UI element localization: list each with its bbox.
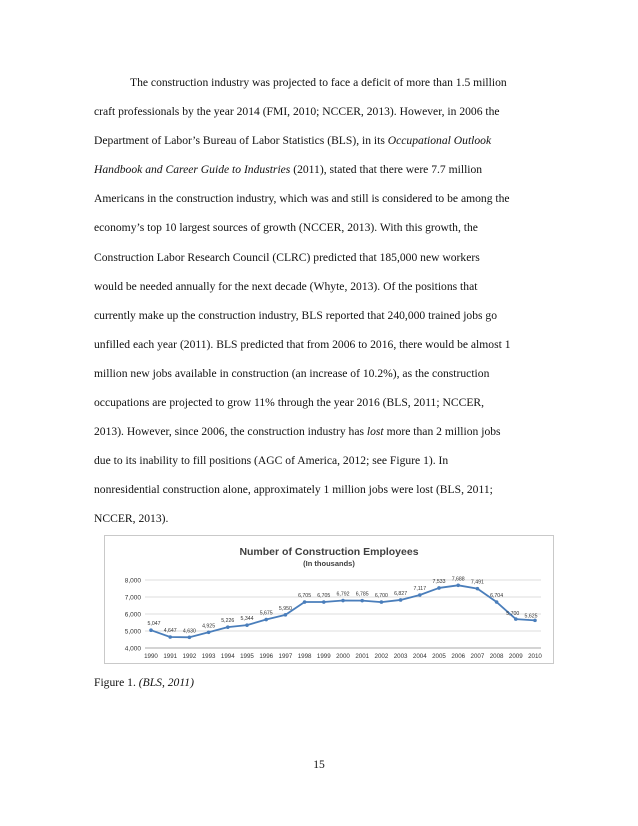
x-tick-label: 2010 <box>528 653 542 660</box>
x-tick-label: 1996 <box>259 653 274 660</box>
text-line: craft professionals by the year 2014 (FMI, 2010; NCCER, 2013). However, in 2006 the <box>94 105 500 119</box>
data-label: 5,675 <box>259 610 273 617</box>
data-label: 6,792 <box>336 591 350 598</box>
figure-caption <box>94 676 194 689</box>
data-point <box>226 625 230 629</box>
data-label: 5,950 <box>278 605 292 612</box>
x-tick-label: 1998 <box>297 653 312 660</box>
text-line: unfilled each year (2011). BLS predicted that from 2006 to 2016, there would be almost 1 <box>94 337 511 351</box>
text-line <box>94 126 554 155</box>
data-label: 6,827 <box>394 590 408 597</box>
x-tick-label: 1999 <box>316 653 331 660</box>
emphasis-lost: lost <box>366 425 384 439</box>
text-run: 2013). However, since 2006, the construction industry has <box>94 425 367 439</box>
y-tick-label: 5,000 <box>124 628 141 636</box>
text-line: occupations are projected to grow 11% through the year 2016 (BLS, 2011; NCCER, <box>94 396 485 410</box>
text-line: nonresidential construction alone, approximately 1 million jobs were lost (BLS, 2011; <box>94 483 493 497</box>
text-run: Department of Labor’s Bureau of Labor Statistics (BLS), in its <box>94 134 388 148</box>
data-point <box>437 586 441 590</box>
data-point <box>264 618 268 622</box>
body-paragraph <box>94 68 554 534</box>
text-line: due to its inability to fill positions (AGC of America, 2012; see Figure 1). In <box>94 454 449 468</box>
data-label: 7,491 <box>470 579 484 586</box>
text-line: Construction Labor Research Council (CLRC) predicted that 185,000 new workers <box>94 250 480 264</box>
data-point <box>207 630 211 634</box>
chart-title: Number of Construction Employees <box>239 546 419 558</box>
data-label: 7,533 <box>432 578 446 585</box>
x-tick-label: 1994 <box>220 653 235 660</box>
text-run: more than 2 million jobs <box>383 425 501 439</box>
text-line: would be needed annually for the next decade (Whyte, 2013). Of the positions that <box>94 279 478 293</box>
data-label: 4,630 <box>182 628 196 635</box>
x-tick-label: 2008 <box>489 653 504 660</box>
data-point <box>149 628 153 632</box>
x-tick-label: 2001 <box>355 653 370 660</box>
text-line: economy’s top 10 largest sources of growth (NCCER, 2013). With this growth, the <box>94 221 478 235</box>
data-label: 6,700 <box>374 593 388 600</box>
data-label: 4,647 <box>163 628 177 635</box>
x-tick-label: 2007 <box>470 653 485 660</box>
data-label: 5,344 <box>240 616 254 623</box>
data-point <box>514 617 518 621</box>
x-tick-label: 2002 <box>374 653 389 660</box>
text-line <box>94 417 554 446</box>
data-point <box>360 599 364 603</box>
data-point <box>168 635 172 639</box>
data-label: 6,705 <box>298 593 312 600</box>
x-tick-label: 2000 <box>336 653 350 660</box>
x-tick-label: 1992 <box>182 653 197 660</box>
data-point <box>418 593 422 597</box>
data-point <box>245 623 249 627</box>
chart-subtitle: (In thousands) <box>303 559 355 568</box>
text-line: currently make up the construction industry, BLS reported that 240,000 trained jobs go <box>94 308 498 322</box>
x-tick-label: 2004 <box>412 653 427 660</box>
x-tick-label: 2005 <box>432 653 446 660</box>
data-label: 6,785 <box>355 591 369 598</box>
data-point <box>303 600 307 604</box>
x-tick-label: 2003 <box>393 653 408 660</box>
data-label: 5,700 <box>506 611 520 618</box>
data-label: 5,047 <box>147 621 161 628</box>
data-label: 5,625 <box>524 613 538 620</box>
figure-chart <box>104 535 554 664</box>
data-label: 6,704 <box>490 593 504 600</box>
x-tick-label: 2006 <box>451 653 466 660</box>
x-tick-label: 1995 <box>240 653 254 660</box>
page-number: 15 <box>313 758 325 771</box>
data-point <box>188 635 192 639</box>
y-tick-label: 4,000 <box>124 645 141 653</box>
y-tick-label: 8,000 <box>124 577 141 585</box>
data-label: 5,226 <box>221 618 235 625</box>
data-point <box>495 600 499 604</box>
x-tick-label: 1990 <box>144 653 158 660</box>
text-line <box>94 155 554 184</box>
line-chart <box>105 536 553 663</box>
text-line: The construction industry was projected to face a deficit of more than 1.5 million <box>130 76 507 89</box>
x-tick-label: 2009 <box>508 653 523 660</box>
x-tick-label: 1991 <box>163 653 178 660</box>
caption-source: (BLS, 2011) <box>138 676 194 689</box>
caption-prefix: Figure 1. <box>94 676 139 689</box>
data-label: 6,705 <box>317 593 331 600</box>
data-point <box>284 613 288 617</box>
x-tick-label: 1993 <box>201 653 216 660</box>
data-point <box>341 599 345 603</box>
y-tick-label: 7,000 <box>124 594 141 602</box>
text-line: million new jobs available in construction (an increase of 10.2%), as the construction <box>94 366 490 380</box>
y-tick-label: 6,000 <box>124 611 141 619</box>
data-label: 7,117 <box>413 586 427 593</box>
data-point <box>322 600 326 604</box>
data-label: 4,925 <box>202 623 216 630</box>
book-title-italic: Handbook and Career Guide to Industries <box>94 163 291 177</box>
book-title-italic: Occupational Outlook <box>387 134 492 148</box>
data-point <box>456 584 460 588</box>
text-line: Americans in the construction industry, which was and still is considered to be among the <box>94 192 510 206</box>
data-point <box>380 600 384 604</box>
x-tick-label: 1997 <box>278 653 293 660</box>
data-label: 7,688 <box>451 576 465 583</box>
data-point <box>399 598 403 602</box>
text-run: (2011), stated that there were 7.7 million <box>290 163 483 177</box>
text-line: NCCER, 2013). <box>94 512 169 526</box>
data-point <box>476 587 480 591</box>
